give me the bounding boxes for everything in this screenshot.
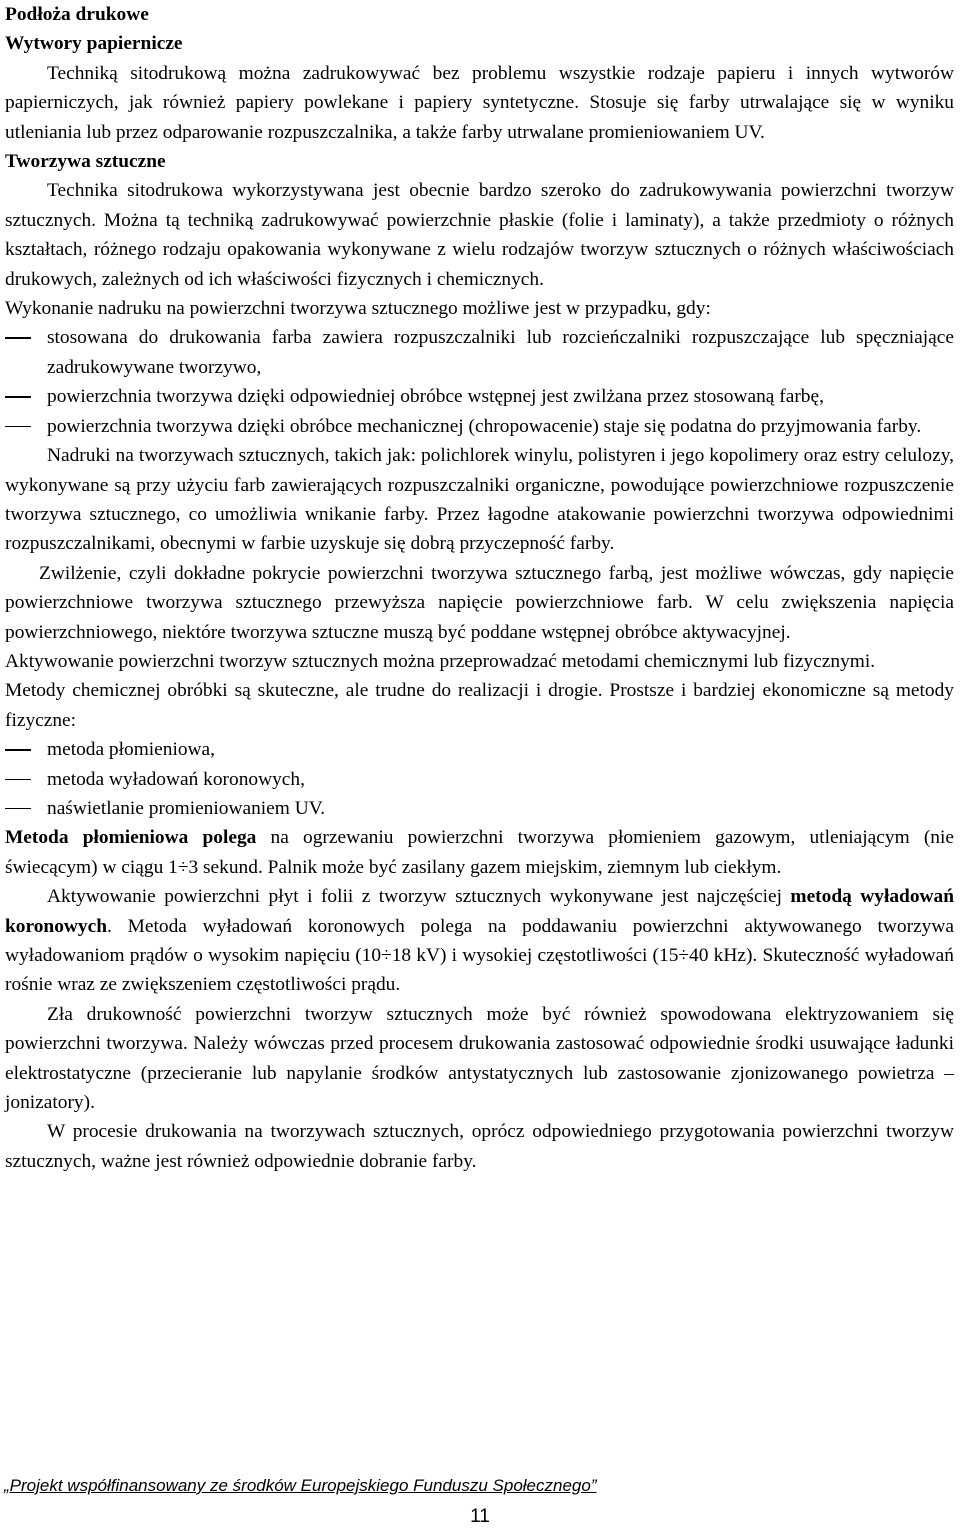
dash-bullet-icon [5,779,31,781]
footer-funding-note: „Projekt współfinansowany ze środków Europejskiego Funduszu Społecznego” [4,1476,597,1495]
list-item [5,382,954,411]
heading-main: Podłoża drukowe [5,4,149,25]
paragraph-static: Zła drukowność powierzchni tworzyw sztucznych może być również spowodowana elektryzowaniem się powierzchni tworzywa. Należy wówczas przed procesem drukowania zastosować odpowiednie środki usuwające ładunki elektrostatyczne (przecieranie lub napylanie środków antystatycznych lub zastosowanie zjonizowanego powietrza – jonizatory). [5,1003,954,1114]
paragraph-paper-products: Techniką sitodrukową można zadrukowywać bez problemu wszystkie rodzaje papieru i innych wytworów papierniczych, jak również papiery powlekane i papiery syntetyczne. Stosuje się farby utrwalające się w wyniku utleniania lub przez odparowanie rozpuszczalnika, a także farby utrwalane promieniowaniem UV. [5,62,954,143]
paragraph-plastics: Technika sitodrukowa wykorzystywana jest obecnie bardzo szeroko do zadrukowywania powierzchni tworzyw sztucznych. Można tą techniką zadrukowywać powierzchnie płaskie (folie i laminaty), a także przedmioty o różnych kształtach, różnego rodzaju opakowania wykonywane z wielu rodzajów tworzyw sztucznych o różnych właściwościach drukowych, zależnych od ich właściwości fizycznych i chemicznych. [5,180,954,290]
list-item [5,412,954,441]
dash-bullet-icon [5,808,31,810]
paragraph-conditions-intro: Wykonanie nadruku na powierzchni tworzywa sztucznego możliwe jest w przypadku, gdy: [5,298,711,320]
paragraph-corona-method [5,882,954,1000]
list-item [5,765,954,794]
dash-bullet-icon [5,396,31,398]
paragraph-final: W procesie drukowania na tworzywach sztucznych, oprócz odpowiedniego przygotowania powierzchni tworzyw sztucznych, ważne jest również odpowiednie dobranie farby. [5,1121,954,1172]
list-item [5,794,954,823]
heading-paper-products: Wytwory papiernicze [5,33,183,55]
methods-list [5,735,954,823]
flame-method-term: Metoda płomieniowa polega [5,827,257,849]
corona-method-term: metodą wyładowań koronowych [5,886,955,937]
flame-method-text: na ogrzewaniu powierzchni tworzywa płomieniem gazowym, utleniającym (nie świecącym) w ciągu 1÷3 sekund. Palnik może być zasilany gazem miejskim, ziemnym lub ciekłym. [5,827,954,878]
list-item-text: metoda płomieniowa, [47,739,216,761]
list-item-text: stosowana do drukowania farba zawiera rozpuszczalniki lub rozcieńczalniki rozpuszczające lub spęczniające zadrukowywane tworzywo, [47,327,954,378]
conditions-list [5,323,954,441]
list-item [5,323,954,382]
paragraph-wetting: Zwilżenie, czyli dokładne pokrycie powierzchni tworzywa sztucznego farbą, jest możliwe wówczas, gdy napięcie powierzchniowe tworzywa sztucznego przewyższa napięcie powierzchniowe farb. W celu zwiększenia napięcia powierzchniowego, niektóre tworzywa sztuczne muszą być poddane wstępnej obróbce aktywacyjnej. [5,562,954,643]
page-number: 11 [470,1506,490,1527]
paragraph-methods-intro: Metody chemicznej obróbki są skuteczne, ale trudne do realizacji i drogie. Prostsze i bardziej ekonomiczne są metody fizyczne: [5,680,954,731]
list-item-text: naświetlanie promieniowaniem UV. [47,797,326,819]
paragraph-prints: Nadruki na tworzywach sztucznych, takich jak: polichlorek winylu, polistyren i jego kopolimery oraz estry celulozy, wykonywane są przy użyciu farb zawierających rozpuszczalniki organiczne, powodujące powierzchniowe rozpuszczenie tworzywa sztucznego, co umożliwia wnikanie farby. Przez łagodne atakowanie powierzchni tworzywa odpowiednimi rozpuszczalnikami, obecnymi w farbie uzyskuje się dobrą przyczepność farby. [5,445,954,555]
paragraph-activation: Aktywowanie powierzchni tworzyw sztucznych można przeprowadzać metodami chemicznymi lub fizycznymi. [5,650,876,672]
list-item-text: powierzchnia tworzywa dzięki obróbce mechanicznej (chropowacenie) staje się podatna do przyjmowania farby. [47,415,922,437]
corona-method-text: . Metoda wyładowań koronowych polega na poddawaniu powierzchni aktywowanego tworzywa wyładowaniom prądów o wysokim napięciu (10÷18 kV) i wysokiej częstotliwości (15÷40 kHz). Skuteczność wyładowań rośnie wraz ze zwiększeniem częstotliwości prądu. [5,915,954,996]
list-item-text: powierzchnia tworzywa dzięki odpowiedniej obróbce wstępnej jest zwilżana przez stosowaną farbę, [47,386,824,408]
page-footer [0,1474,960,1498]
paragraph-flame-method [5,823,954,882]
heading-plastics: Tworzywa sztuczne [5,151,166,173]
list-item-text: metoda wyładowań koronowych, [47,768,305,790]
document-body [5,0,954,1176]
dash-bullet-icon [5,749,31,751]
dash-bullet-icon [5,337,31,339]
dash-bullet-icon [5,426,31,428]
corona-intro-text: Aktywowanie powierzchni płyt i folii z tworzyw sztucznych wykonywane jest najczęściej [47,886,791,908]
list-item [5,735,954,764]
